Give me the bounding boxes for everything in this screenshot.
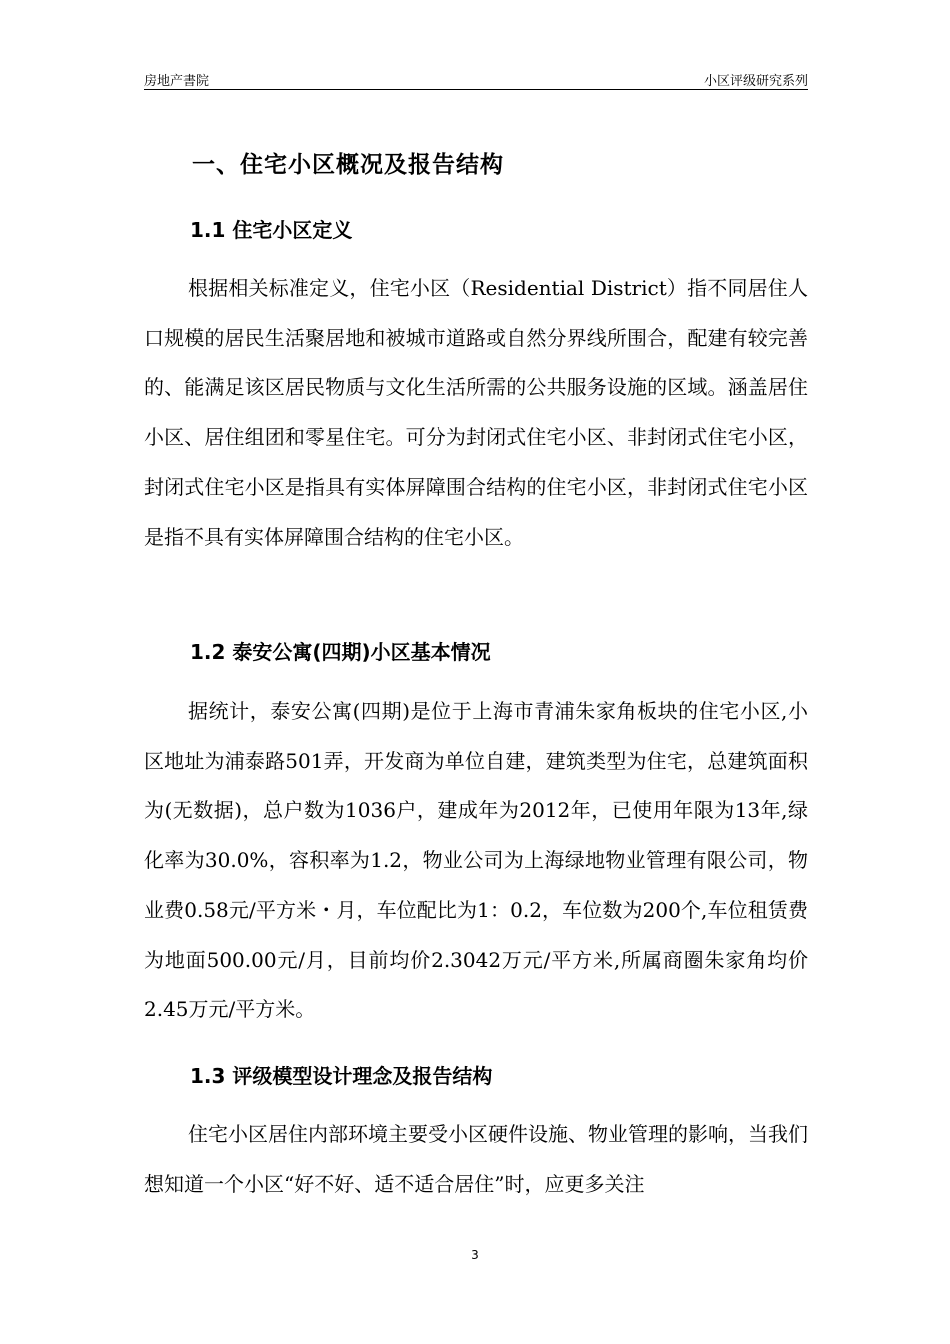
- paragraph-1-2: 据统计，泰安公寓(四期)是位于上海市青浦朱家角板块的住宅小区,小区地址为浦泰路501弄，开发商为单位自建，建筑类型为住宅，总建筑面积为(无数据)，总户数为1036户，建成年为2012年，已使用年限为13年,绿化率为30.0%，容积率为1.2，物业公司为上海绿地物业管理有限公司，物业费0.58元/平方米・月，车位配比为1：0.2，车位数为200个,车位租赁费为地面500.00元/月，目前均价2.3042万元/平方米,所属商圈朱家角均价2.45万元/平方米。: [144, 699, 808, 1022]
- header-rule: [144, 89, 808, 90]
- heading-1-1: 1.1 住宅小区定义: [190, 218, 353, 242]
- page-header: [144, 68, 808, 90]
- section-title: 一、住宅小区概况及报告结构: [192, 152, 504, 178]
- header-left-title: 房地产書院: [144, 74, 210, 89]
- paragraph-1-3: 住宅小区居住内部环境主要受小区硬件设施、物业管理的影响，当我们想知道一个小区“好不好、适不适合居住”时，应更多关注: [144, 1122, 808, 1196]
- header-right-title: 小区评级研究系列: [703, 74, 808, 89]
- paragraph-1-1: 根据相关标准定义，住宅小区（Residential District）指不同居住人口规模的居民生活聚居地和被城市道路或自然分界线所围合，配建有较完善的、能满足该区居民物质与文化生活所需的公共服务设施的区域。涵盖居住小区、居住组团和零星住宅。可分为封闭式住宅小区、非封闭式住宅小区，封闭式住宅小区是指具有实体屏障围合结构的住宅小区，非封闭式住宅小区是指不具有实体屏障围合结构的住宅小区。: [144, 276, 808, 549]
- heading-1-3: 1.3 评级模型设计理念及报告结构: [190, 1064, 493, 1088]
- page-number: 3: [471, 1248, 479, 1262]
- heading-1-2: 1.2 泰安公寓(四期)小区基本情况: [190, 640, 491, 664]
